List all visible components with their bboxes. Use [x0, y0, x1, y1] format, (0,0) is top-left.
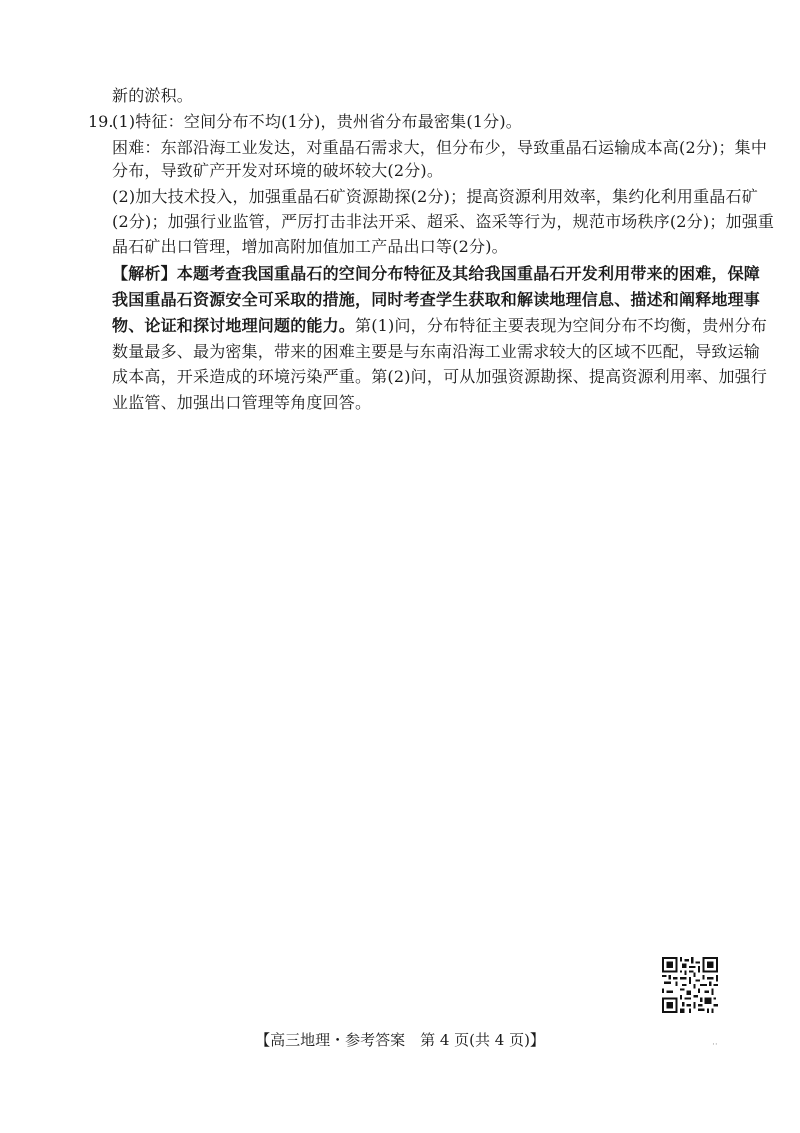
q2-answer-line-1: (2)加大技术投入，加强重晶石矿资源勘探(2分)；提高资源利用效率，集约化利用重晶石矿 [112, 187, 758, 206]
analysis-line-3-bold: 物、论证和探讨地理问题的能力。 [112, 316, 356, 335]
q1-difficulty-line-1: 困难：东部沿海工业发达，对重晶石需求大，但分布少，导致重晶石运输成本高(2分)；集中 [112, 138, 768, 157]
analysis-line-4: 数量最多、最为密集，带来的困难主要是与东南沿海工业需求较大的区域不匹配，导致运输 [112, 342, 761, 361]
q2-answer-line-2: (2分)；加强行业监管，严厉打击非法开采、超采、盗采等行为，规范市场秩序(2分)；加强重 [112, 212, 775, 231]
analysis-line-5: 成本高，开采造成的环境污染严重。第(2)问，可从加强资源勘探、提高资源利用率、加强行 [112, 367, 768, 386]
analysis-line-3 [112, 316, 767, 336]
q1-difficulty-line-2: 分布，导致矿产开发对环境的破坏较大(2分)。 [112, 161, 444, 180]
page-footer: 【高三地理・参考答案 第 4 页(共 4 页)】 [255, 1031, 545, 1049]
q2-answer-line-3: 晶石矿出口管理，增加高附加值加工产品出口等(2分)。 [112, 237, 508, 256]
analysis-line-2: 我国重晶石资源安全可采取的措施，同时考查学生获取和解读地理信息、描述和阐释地理事 [112, 290, 761, 309]
qr-code-icon [662, 957, 718, 1013]
analysis-line-3-rest: 第(1)问，分布特征主要表现为空间分布不均衡，贵州分布 [355, 316, 768, 335]
question-number: 19. [88, 112, 114, 131]
q1-feature-answer: (1)特征：空间分布不均(1分)，贵州省分布最密集(1分)。 [112, 112, 522, 131]
continued-text-line: 新的淤积。 [112, 86, 194, 105]
corner-mark: ·· [712, 1040, 718, 1050]
analysis-line-1: 【解析】本题考查我国重晶石的空间分布特征及其给我国重晶石开发利用带来的困难，保障 [112, 264, 761, 283]
analysis-line-6: 业监管、加强出口管理等角度回答。 [112, 393, 372, 412]
